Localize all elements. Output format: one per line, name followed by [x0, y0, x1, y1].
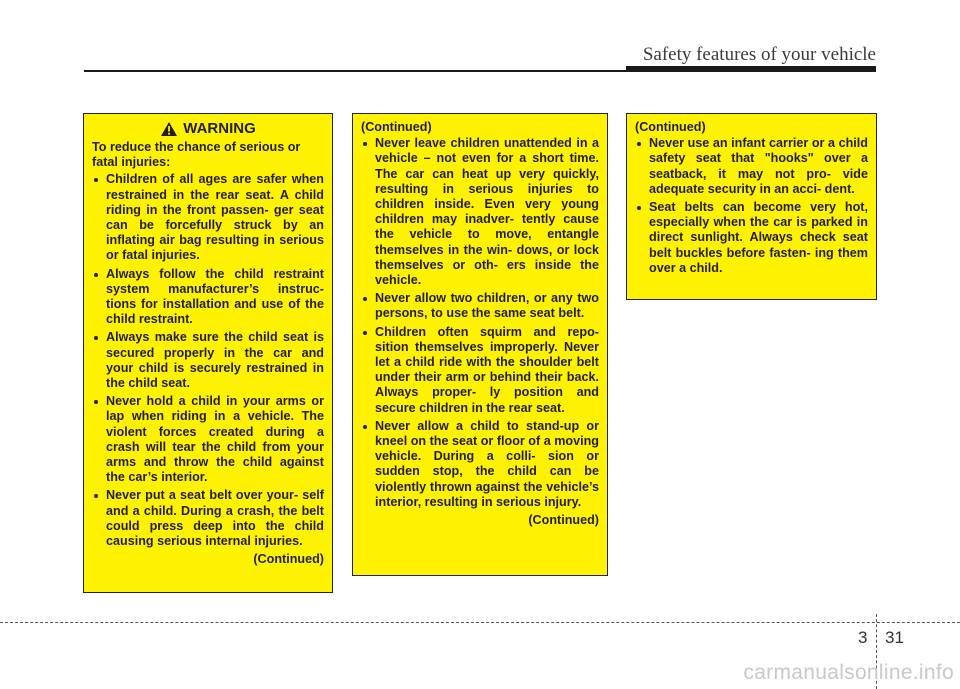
page-number: 31 — [885, 628, 904, 647]
warning-list-2 — [361, 136, 599, 510]
warning-heading — [92, 121, 324, 137]
warning-intro: To reduce the chance of serious or fatal injuries: — [92, 140, 301, 170]
header-rule-accent — [626, 66, 876, 72]
warning-box-column-1 — [83, 113, 333, 593]
warning-list-3 — [635, 136, 868, 276]
list-item: Never use an infant carrier or a child safety seat that "hooks" over a seatback, it may not pro- vide adequate security in an acci- dent. — [635, 136, 868, 197]
list-item: Always make sure the child seat is secured properly in the car and your child is securely restrained in the child seat. — [92, 330, 324, 391]
header-title: Safety features of your vehicle — [642, 44, 876, 65]
list-item: Children often squirm and repo- sition themselves improperly. Never let a child ride with the shoulder belt under their arm or behind their back. Always proper- ly position and secure children in the rear seat. — [361, 325, 599, 416]
list-item: Never put a seat belt over your- self and a child. During a crash, the belt could press deep into the child causing serious internal injuries. — [92, 488, 324, 549]
footer-rule — [0, 622, 960, 623]
list-item: Always follow the child restraint system manufacturer’s instruc- tions for installation and use of the child restraint. — [92, 267, 324, 328]
list-item: Never hold a child in your arms or lap when riding in a vehicle. The violent forces created during a crash will tear the child from your arms and throw the child against the car’s interior. — [92, 394, 324, 485]
watermark: carmanualsonline.info — [743, 661, 954, 684]
section-number: 3 — [858, 628, 868, 647]
warning-list-1 — [92, 172, 324, 549]
continued-label: (Continued) — [361, 120, 432, 134]
warning-box-column-3 — [626, 113, 877, 300]
continued-label: (Continued) — [635, 120, 706, 134]
list-item: Never allow a child to stand-up or kneel on the seat or floor of a moving vehicle. During a colli- sion or sudden stop, the child can be violently thrown against the vehicle’s interior, resulting in serious injury. — [361, 419, 599, 510]
list-item: Seat belts can become very hot, especially when the car is parked in direct sunlight. Always check seat belt buckles before fasten- ing them over a child. — [635, 200, 868, 276]
list-item: Never leave children unattended in a vehicle – not even for a short time. The car can heat up very quickly, resulting in serious injuries to children inside. Even very young children may inadver- tently cause the vehicle to move, entangle themselves in the win- dows, or lock themselves or oth- ers inside the vehicle. — [361, 136, 599, 288]
continued-label: (Continued) — [253, 552, 324, 567]
list-item: Never allow two children, or any two persons, to use the same seat belt. — [361, 291, 599, 321]
continued-label: (Continued) — [528, 513, 599, 528]
warning-title: WARNING — [183, 120, 256, 138]
warning-box-column-2 — [352, 113, 608, 576]
list-item: Children of all ages are safer when restrained in the rear seat. A child riding in the front passen- ger seat can be forcefully struck by an inflating air bag resulting in serious or fatal injuries. — [92, 172, 324, 263]
warning-triangle-icon — [160, 121, 178, 137]
